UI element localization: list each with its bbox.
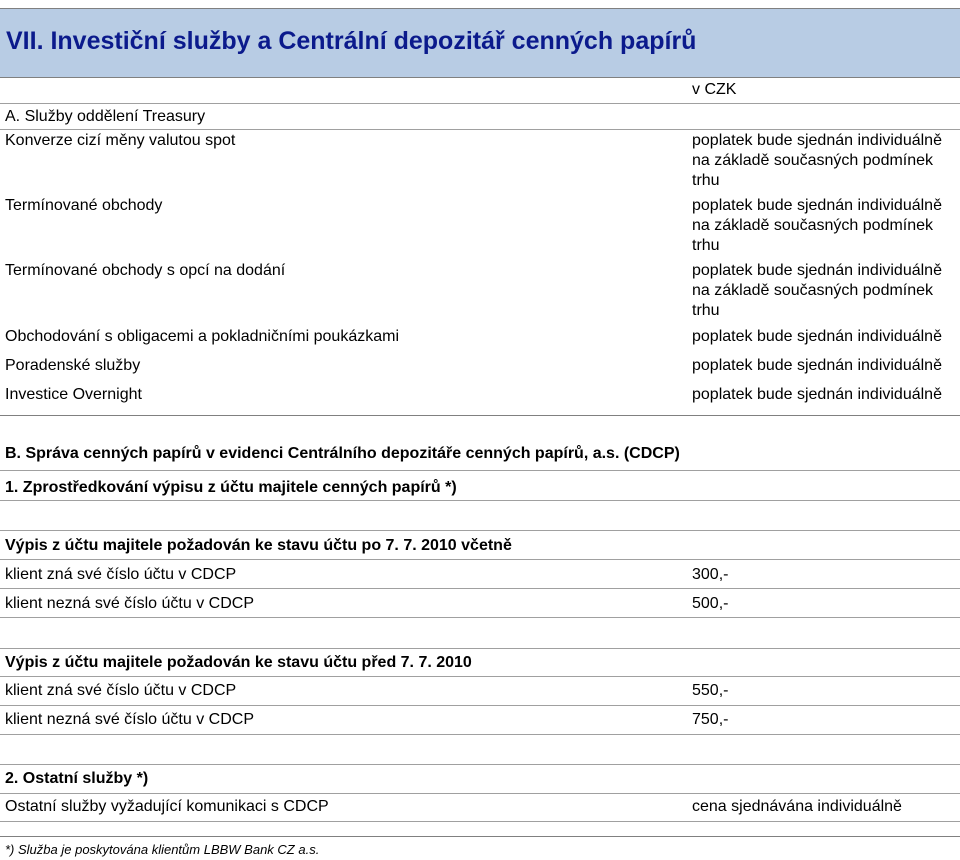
price-label: Ostatní služby vyžadující komunikaci s CDCP [5,798,329,815]
fee-text: poplatek bude sjednán individuálně [692,328,942,345]
section-a-heading: A. Služby oddělení Treasury [5,108,206,125]
service-label: Investice Overnight [5,386,142,403]
service-label: Termínované obchody s opcí na dodání [5,262,286,279]
fee-text: poplatek bude sjednán individuálně [692,386,942,403]
divider [0,500,960,501]
fee-text: na základě současných podmínek [692,152,934,169]
divider [0,764,960,765]
fee-text: poplatek bude sjednán individuálně [692,197,942,214]
divider [0,559,960,560]
subsection-1-heading: 1. Zprostředkování výpisu z účtu majitele cenných papírů *) [5,479,457,496]
price-value: cena sjednávána individuálně [692,798,902,815]
divider [0,530,960,531]
divider [0,648,960,649]
price-value: 500,- [692,595,729,612]
currency-label: v CZK [692,81,737,98]
fee-text: trhu [692,237,720,254]
service-label: Poradenské služby [5,357,141,374]
divider [0,415,960,416]
price-label: klient zná své číslo účtu v CDCP [5,566,237,583]
divider [0,676,960,677]
section-title-bar [0,8,960,78]
fee-text: trhu [692,172,720,189]
fee-text: trhu [692,302,720,319]
price-label: klient zná své číslo účtu v CDCP [5,682,237,699]
fee-text: na základě současných podmínek [692,217,934,234]
divider [0,470,960,471]
price-label: klient nezná své číslo účtu v CDCP [5,711,254,728]
service-label: Konverze cizí měny valutou spot [5,132,236,149]
divider [0,821,960,822]
footnote: *) Služba je poskytována klientům LBBW Bank CZ a.s. [5,842,320,857]
fee-text: na základě současných podmínek [692,282,934,299]
price-value: 300,- [692,566,729,583]
divider [0,793,960,794]
price-value: 550,- [692,682,729,699]
subsection-2-heading: 2. Ostatní služby *) [5,770,149,787]
divider [0,129,960,130]
service-label: Termínované obchody [5,197,163,214]
divider [0,836,960,837]
price-value: 750,- [692,711,729,728]
fee-text: poplatek bude sjednán individuálně [692,357,942,374]
price-label: klient nezná své číslo účtu v CDCP [5,595,254,612]
fee-text: poplatek bude sjednán individuálně [692,262,942,279]
section-b-heading: B. Správa cenných papírů v evidenci Centrálního depozitáře cenných papírů, a.s. (CDCP) [5,445,680,462]
group-1-heading: Výpis z účtu majitele požadován ke stavu účtu po 7. 7. 2010 včetně [5,537,512,554]
service-label: Obchodování s obligacemi a pokladničními poukázkami [5,328,399,345]
divider [0,617,960,618]
divider [0,705,960,706]
divider [0,734,960,735]
divider [0,588,960,589]
group-2-heading: Výpis z účtu majitele požadován ke stavu účtu před 7. 7. 2010 [5,654,472,671]
page-title: VII. Investiční služby a Centrální depozitář cenných papírů [6,27,697,55]
divider [0,103,960,104]
fee-text: poplatek bude sjednán individuálně [692,132,942,149]
